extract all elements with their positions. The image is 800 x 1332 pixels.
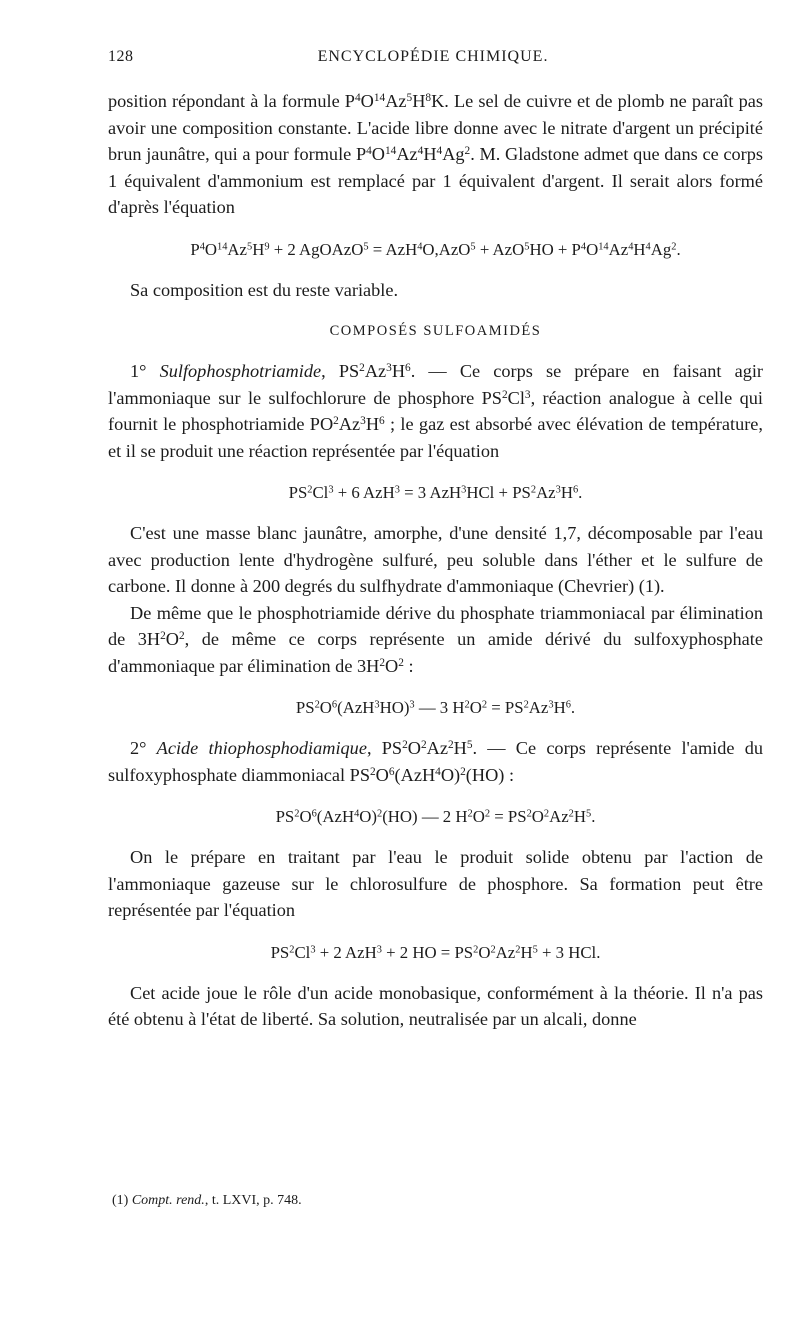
page-header — [108, 48, 758, 72]
paragraph-monobasic: Cet acide joue le rôle d'un acide monobasique, conformément à la théorie. Il n'a pas été obtenu à l'état de liberté. Sa solution, neutralisée par un alcali, donne — [108, 982, 763, 1029]
equation-diammonium: $PS^2O^6(AzH^4O)^2(HO)$ — 2 $H^2O^2 = PS^2O^2Az^2H^5$. — [275, 807, 596, 826]
equation-silver-salt: $P^4O^{14}Az^5H^9 + 2$ AgOAzO$^5$ = $AzH^4O,AzO^5 + AzO^5HO + P^4O^{14}Az^4H^4Ag^2$. — [190, 239, 681, 259]
equation-formation: $PS^2Cl^3 + 2$ AzH$^3$ + 2 HO = $PS^2O^2Az^2H^5 + 3$ HCl. — [270, 942, 601, 962]
section-heading: COMPOSÉS SULFOAMIDÉS — [329, 323, 542, 339]
paragraph-preparation: On le prépare en traitant par l'eau le produit solide obtenu par l'action de l'ammoniaque gazeuse sur le chlorosulfure de phosphore. Sa formation peut être représentée par l'équation — [108, 847, 763, 920]
equation-sulfochloride: $PS^2Cl^3 + 6$ AzH$^3$ = 3 $AzH^3HCl + PS^2Az^3H^6$. — [288, 483, 583, 502]
paragraph-derivation: De même que le phosphotriamide dérive du phosphate triammoniacal par élimination de $3H^2O^2$, de même ce corps représente un amide dérivé du sulfoxyphosphate d'ammoniaque par élimination de $3H^2O^2$ : — [108, 602, 763, 676]
paragraph-gladstone: position répondant à la formule $P^4O^{14}Az^5H^8K$. Le sel de cuivre et de plomb ne paraît pas avoir une composition constante. L'acide libre donne avec le nitrate d'argent un précipité brun jaunâtre, qui a pour formule $P^4O^{14}Az^4H^4Ag^2$. M. Gladstone admet que dans ce corps 1 équivalent d'ammonium est remplacé par 1 équivalent d'argent. Il serait alors formé d'après l'équation — [108, 91, 763, 217]
page-number: 128 — [108, 48, 134, 65]
paragraph-variable: Sa composition est du reste variable. — [130, 279, 399, 300]
footnote: (1) Compt. rend., t. LXVI, p. 748. — [112, 1193, 302, 1208]
paragraph-sulfophosphotriamide: 1° Sulfophosphotriamide, $PS^2Az^3H^6$. — Ce corps se prépare en faisant agir l'ammoniaque sur le sulfochlorure de phosphore $PS^2Cl^3$, réaction analogue à celle qui fournit le phosphotriamide $PO^2Az^3H^6$ ; le gaz est absorbé avec élévation de température, et il se produit une réaction représentée par l'équation — [108, 361, 764, 461]
running-head: ENCYCLOPÉDIE CHIMIQUE. — [317, 48, 549, 65]
paragraph-thiophosphodiamic-acid: 2° Acide thiophosphodiamique, $PS^2O^2Az^2H^5$. — Ce corps représente l'amide du sulfoxyphosphate diammoniacal $PS^2O^6(AzH^4O)^2(HO)$ : — [108, 738, 763, 785]
paragraph-properties: C'est une masse blanc jaunâtre, amorphe, d'une densité 1,7, décomposable par l'eau avec production lente d'hydrogène sulfuré, peu soluble dans l'éther et le sulfure de carbone. Il donne à 200 degrés du sulfhydrate d'ammoniaque (Chevrier) (1). — [108, 523, 763, 596]
page-body — [108, 88, 763, 1033]
equation-elimination: $PS^2O^6(AzH^3HO)^3$ — 3 $H^2O^2 = PS^2Az^3H^6$. — [295, 698, 576, 717]
